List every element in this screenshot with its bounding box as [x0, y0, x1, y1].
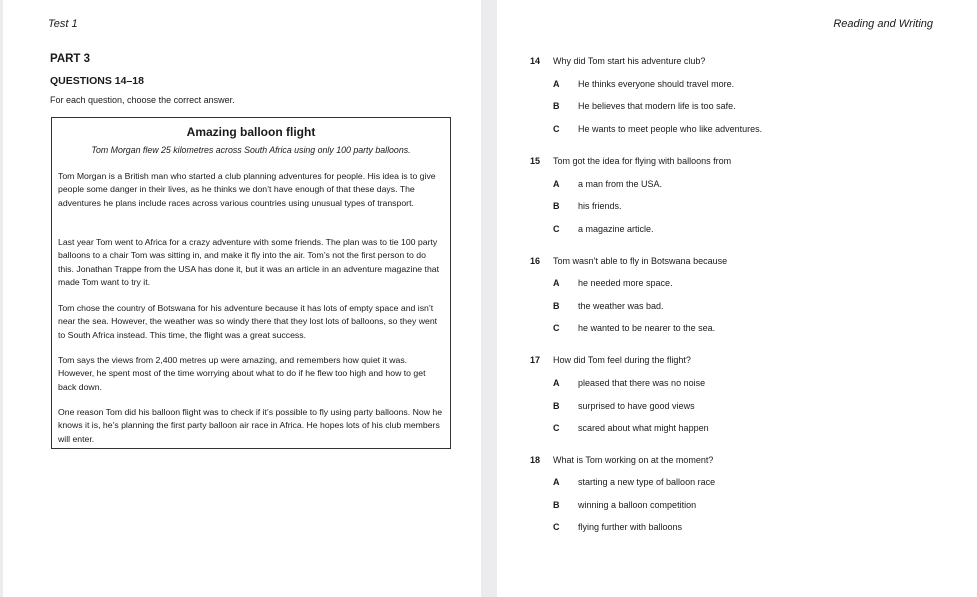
- option-text: a man from the USA.: [578, 179, 663, 189]
- option-text: He wants to meet people who like adventures.: [578, 124, 763, 134]
- option-letter: B: [553, 101, 560, 111]
- article-paragraph: Tom Morgan is a British man who started a club planning adventures for people. His idea is to give people some danger in their lives, as he thinks we don’t have enough of that these days. The adventures he plans include races across various countries using unusual types of transport.: [58, 171, 436, 208]
- option-text: He thinks everyone should travel more.: [578, 79, 735, 89]
- question-number: 15: [530, 156, 541, 166]
- option-letter: A: [553, 378, 560, 388]
- option-text: surprised to have good views: [578, 401, 695, 411]
- right-page: [497, 0, 977, 597]
- option-letter: B: [553, 201, 560, 211]
- option-text: he needed more space.: [578, 278, 673, 288]
- option-letter: A: [553, 79, 560, 89]
- option-letter: B: [553, 500, 560, 510]
- option-text: He believes that modern life is too safe.: [578, 101, 736, 111]
- article-paragraph: Tom chose the country of Botswana for his adventure because it has lots of empty space and isn’t near the sea. However, the weather was so windy there that they lost lots of balloons, so they went to South Africa instead. This time, the flight was a great success.: [58, 303, 438, 340]
- article-box: [51, 117, 451, 449]
- option-text: starting a new type of balloon race: [578, 477, 716, 487]
- question-text: Tom wasn’t able to fly in Botswana because: [553, 256, 728, 266]
- option-letter: A: [553, 179, 560, 189]
- article-paragraph: One reason Tom did his balloon flight was to check if it’s possible to fly using party balloons. Now he knows it is, he’s planning the first party balloon air race in Africa. He hopes lots of his club members will enter.: [58, 407, 443, 444]
- option-letter: C: [553, 522, 560, 532]
- option-letter: A: [553, 477, 560, 487]
- option-text: winning a balloon competition: [578, 500, 697, 510]
- test-label: Test 1: [48, 18, 78, 30]
- option-letter: B: [553, 301, 560, 311]
- question-text: Why did Tom start his adventure club?: [553, 56, 706, 66]
- question-text: How did Tom feel during the flight?: [553, 355, 691, 365]
- article-paragraph: Last year Tom went to Africa for a crazy adventure with some friends. The plan was to tie 100 party balloons to a chair Tom was sitting in, and make it fly into the air. Tom’s not the first person to do this. Jonathan Trappe from the USA has done it, but it was an article in an adventure magazine that made Tom want to try it.: [58, 237, 440, 288]
- option-text: flying further with balloons: [578, 522, 683, 532]
- option-text: a magazine article.: [578, 224, 654, 234]
- option-letter: C: [553, 423, 560, 433]
- article-paragraph: Tom says the views from 2,400 metres up were amazing, and remembers how quiet it was. However, he spent most of the time worrying about what to do if he flew too high and how to get back down.: [58, 355, 426, 392]
- option-text: he wanted to be nearer to the sea.: [578, 323, 716, 333]
- question-number: 17: [530, 355, 541, 365]
- option-letter: C: [553, 124, 560, 134]
- left-page: [3, 0, 481, 597]
- option-letter: A: [553, 278, 560, 288]
- question-text: What is Tom working on at the moment?: [553, 455, 714, 465]
- option-text: scared about what might happen: [578, 423, 709, 433]
- section-label: Reading and Writing: [833, 18, 933, 30]
- question-number: 16: [530, 256, 541, 266]
- instruction-text: For each question, choose the correct answer.: [50, 95, 235, 105]
- option-letter: B: [553, 401, 560, 411]
- option-text: the weather was bad.: [578, 301, 664, 311]
- option-text: his friends.: [578, 201, 622, 211]
- article-subtitle: Tom Morgan flew 25 kilometres across South Africa using only 100 party balloons.: [91, 145, 411, 155]
- option-letter: C: [553, 224, 560, 234]
- part-title: PART 3: [50, 53, 91, 65]
- option-letter: C: [553, 323, 560, 333]
- questions-range: QUESTIONS 14–18: [50, 75, 144, 87]
- article-title: Amazing balloon flight: [186, 125, 316, 139]
- question-text: Tom got the idea for flying with balloons from: [553, 156, 732, 166]
- option-text: pleased that there was no noise: [578, 378, 706, 388]
- question-number: 18: [530, 455, 541, 465]
- question-number: 14: [530, 56, 541, 66]
